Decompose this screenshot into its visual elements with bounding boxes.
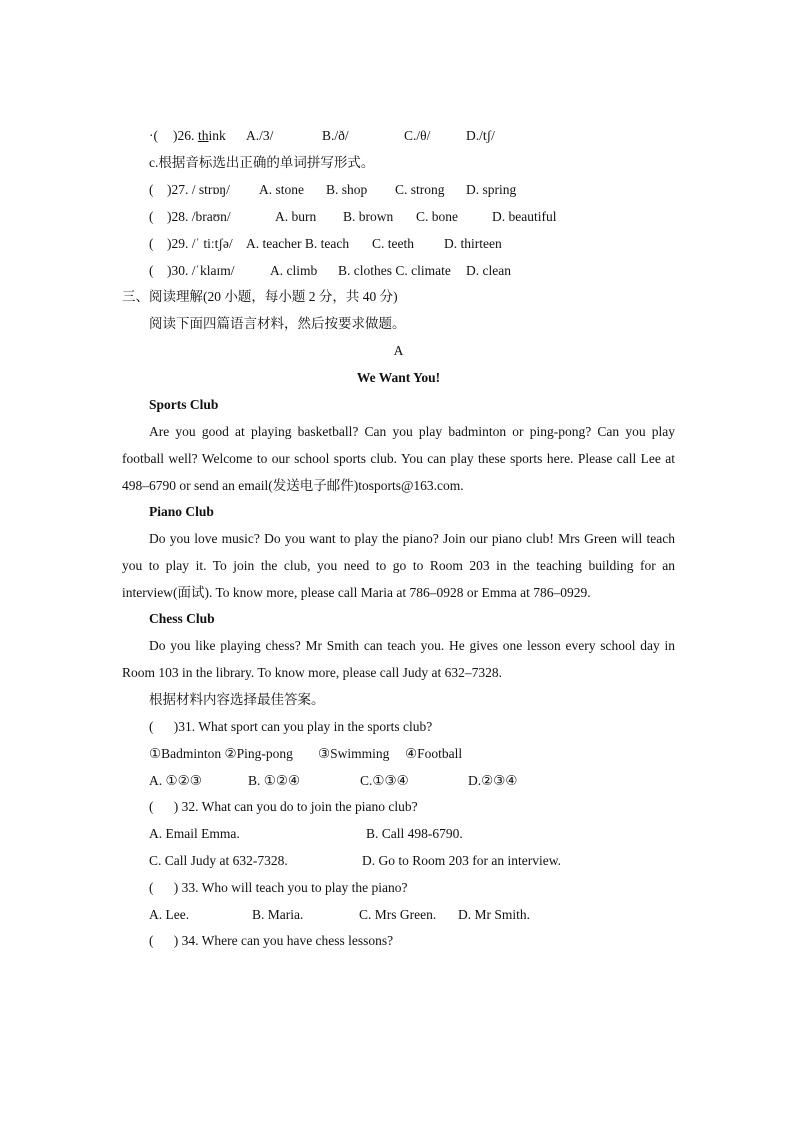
q33-stem: ( ) 33. Who will teach you to play the piano? [149,880,408,895]
q32-option-a: A. Email Emma. [149,826,240,841]
piano-club-heading: Piano Club [149,504,214,519]
q33-option-a: A. Lee. [149,907,190,922]
q27-option-c: C. strong [395,182,445,197]
q32-option-d: D. Go to Room 203 for an interview. [362,853,561,868]
q33-option-b: B. Maria. [252,907,304,922]
q30-options-bc: B. clothes C. climate [338,263,451,278]
q29-stem: ( )29. /ˈ tiːtʃə/ [149,236,233,251]
sports-club-heading: Sports Club [149,397,219,412]
q26-paren: ·( [149,128,158,143]
q28-option-b: B. brown [343,209,394,224]
q32-stem: ( ) 32. What can you do to join the piano club? [149,799,418,814]
q26-word-underlined: th [198,128,209,143]
q26-word-rest: ink [208,128,226,143]
sports-club-line-1: Are you good at playing basketball? Can you play badminton or ping-pong? Can you play [149,424,675,439]
sports-club-line-3: 498–6790 or send an email(发送电子邮件)tosports@163.com. [122,478,464,493]
q30-option-a: A. climb [270,263,318,278]
q31-option-c: C.①③④ [360,773,409,788]
q31-option-b: B. ①②④ [248,773,301,788]
q29-option-d: D. thirteen [444,236,502,251]
q28-stem: ( )28. /braʊn/ [149,209,231,224]
q34-stem: ( ) 34. Where can you have chess lessons? [149,933,394,948]
q31-option-d: D.②③④ [468,773,518,788]
passage-title: We Want You! [356,370,441,385]
q27-stem: ( )27. / strɒŋ/ [149,182,230,197]
section-c-instruction: c.根据音标选出正确的单词拼写形式。 [149,155,375,170]
piano-club-line-1: Do you love music? Do you want to play the piano? Join our piano club! Mrs Green will teach [149,531,675,546]
q26-option-a: A./3/ [246,128,274,143]
q31-option-a: A. ①②③ [149,773,202,788]
q26-option-b: B./ð/ [322,128,349,143]
q27-option-a: A. stone [259,182,304,197]
q32-option-c: C. Call Judy at 632-7328. [149,853,288,868]
q27-option-d: D. spring [466,182,517,197]
q29-option-c: C. teeth [372,236,414,251]
part3-title: 三、阅读理解(20 小题，每小题 2 分，共 40 分) [122,289,398,304]
q33-option-c: C. Mrs Green. [359,907,437,922]
passage-label: A [393,343,404,358]
q28-option-d: D. beautiful [492,209,557,224]
q32-option-b: B. Call 498-6790. [366,826,463,841]
sports-club-line-2: football well? Welcome to our school sports club. You can play these sports here. Please call Lee at [122,451,675,466]
piano-club-line-3: interview(面试). To know more, please call Maria at 786–0928 or Emma at 786–0929. [122,585,591,600]
q26-option-d: D./tʃ/ [466,128,495,143]
q27-option-b: B. shop [326,182,368,197]
q31-items-1-2: ①Badminton ②Ping-pong [149,746,293,761]
q33-option-d: D. Mr Smith. [458,907,531,922]
q26-option-c: C./θ/ [404,128,431,143]
q26-number: )26. [173,128,195,143]
q28-option-c: C. bone [416,209,458,224]
q26-word [198,128,226,144]
questions-instruction: 根据材料内容选择最佳答案。 [149,692,325,707]
q31-item-4: ④Football [405,746,463,761]
q30-stem: ( )30. /ˈklaɪm/ [149,263,235,278]
piano-club-line-2: you to play it. To join the club, you need to go to Room 203 in the teaching building for an [122,558,675,573]
chess-club-line-2: Room 103 in the library. To know more, please call Judy at 632–7328. [122,665,502,680]
part3-instruction: 阅读下面四篇语言材料，然后按要求做题。 [149,316,406,331]
q28-option-a: A. burn [275,209,317,224]
chess-club-line-1: Do you like playing chess? Mr Smith can teach you. He gives one lesson every school day in [149,638,675,653]
q31-item-3: ③Swimming [318,746,390,761]
chess-club-heading: Chess Club [149,611,215,626]
q31-stem: ( )31. What sport can you play in the sports club? [149,719,433,734]
q29-options-ab: A. teacher B. teach [246,236,350,251]
q30-option-d: D. clean [466,263,511,278]
